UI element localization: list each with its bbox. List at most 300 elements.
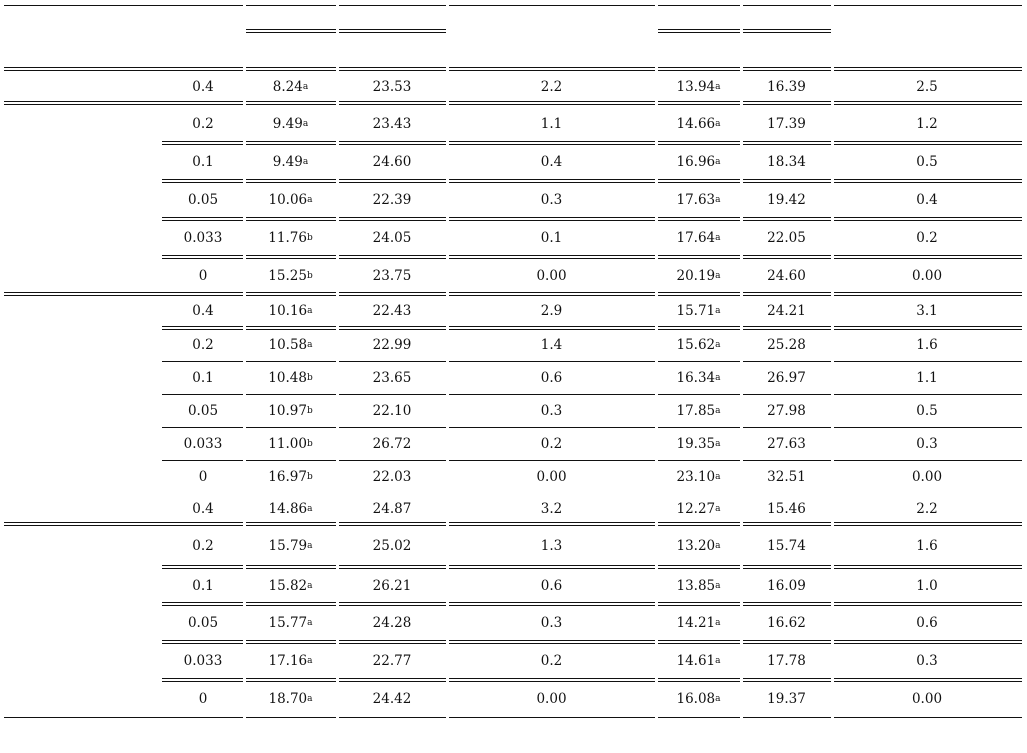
cell-value: 2.2 [540,79,563,95]
row-divider [162,427,1022,428]
cell-value: 19.42 [767,192,806,208]
cell-value: 0.00 [536,691,567,707]
cell-value: 22.10 [372,402,412,419]
row-divider [162,141,1022,142]
cell-value: 16.96 [676,154,716,170]
c-mle21-cell [741,427,832,460]
header-t-mle21 [337,33,447,69]
cell-value: 14.21 [676,615,716,631]
c-mle1-cell: 15.62 a [676,336,721,353]
cell-value: 0.5 [916,402,938,419]
cell-value: 15.62 [676,336,716,353]
conc-cell [162,181,244,219]
cell-value: 0.3 [916,653,938,669]
row-divider [162,361,1022,362]
cell-value: 16.08 [676,691,716,707]
group-underline [244,32,447,33]
cell-value: 18.70 [268,691,308,707]
cell-value: 2.2 [916,501,938,517]
fungus-label [4,524,162,718]
group-separator [4,104,1022,105]
cell-value: 0.6 [916,615,938,631]
cell-value: 0.2 [192,336,214,353]
cell-value: 0.4 [192,501,214,517]
cell-value: 0.00 [536,267,567,284]
cell-value: 0.4 [192,79,214,95]
row-divider [162,220,1022,221]
cell-value: 25.02 [372,537,412,554]
cell-value: 17.64 [676,230,716,246]
cell-value: 1.6 [916,537,938,554]
t-mle1-cell: 8.24 a [272,79,309,95]
t-mle21-cell [337,680,447,718]
row-divider [162,255,1022,256]
cell-value: 26.97 [767,369,806,386]
t-uptake-cell [447,104,656,143]
cell-value: 0.00 [911,267,943,284]
cell-value: 10.16 [268,303,308,319]
row-divider [162,217,1022,218]
c-mle21-cell [741,219,832,257]
header-decay-fungus [4,6,162,69]
column-gap [831,5,834,718]
cell-value: 15.71 [676,303,716,319]
row-divider [162,326,1022,327]
c-mle1-cell: 19.35 a [676,435,721,452]
t-uptake-cell [447,143,656,181]
conc-cell [162,680,244,718]
cell-value: 0.2 [540,435,563,452]
cell-value: 0.00 [911,691,943,707]
row-divider [162,640,1022,641]
cell-value: 25.28 [767,336,806,353]
cell-value: 0.033 [183,435,223,452]
row-divider [162,602,1022,603]
cell-value: 22.99 [372,336,412,353]
fungus-label [4,104,162,294]
t-uptake-cell [447,361,656,394]
cell-value: 1.3 [540,537,563,554]
cell-value: 22.43 [372,303,412,319]
cell-value: 24.87 [372,501,412,517]
header-c-preservative-uptake [832,6,1022,69]
column-gap [446,5,449,718]
cell-value: 14.66 [676,115,716,132]
t-mle1-cell: 15.79 a [268,537,313,554]
cell-value: 17.39 [767,115,806,132]
header-conc [162,6,244,69]
cell-value: 10.58 [268,336,308,353]
row-divider [162,643,1022,644]
t-uptake-cell [447,328,656,361]
c-mle1-cell: 12.27 a [676,501,721,517]
cell-value: 23.43 [372,115,412,132]
c-mle21-cell [741,257,832,294]
cell-value: 10.97 [268,402,307,419]
row-divider [162,681,1022,682]
fungus-label [4,294,162,524]
cell-value: 0.6 [540,369,563,386]
conc-cell [162,460,244,494]
cell-value: 0.00 [911,469,943,485]
t-uptake-cell [447,642,656,680]
c-uptake-cell [832,328,1022,361]
cell-value: 14.86 [268,501,308,517]
cell-value: 15.25 [268,267,307,284]
cell-value: 24.60 [372,154,412,170]
cell-value: 1.0 [916,577,938,594]
t-mle1-cell: 10.16 a [268,303,313,319]
c-mle21-cell [741,680,832,718]
row-divider [162,258,1022,259]
cell-value: 1.6 [916,336,938,353]
t-mle1-cell: 15.77 a [268,615,313,631]
conc-cell [162,70,244,104]
c-mle1-cell: 16.96 a [676,154,721,170]
cell-value: 22.77 [372,653,412,669]
c-uptake-cell [832,642,1022,680]
cell-value: 15.79 [268,537,308,554]
c-mle21-cell [741,294,832,328]
t-mle1-cell: 17.16 a [268,653,313,669]
cell-value: 0.3 [540,402,563,419]
cell-value: 9.49 [272,154,303,170]
cell-value: 0.4 [916,192,938,208]
t-mle1-cell: 10.58 a [268,336,313,353]
c-mle21-cell [741,567,832,604]
cell-value: 24.42 [372,691,412,707]
c-mle21-cell [741,104,832,143]
t-uptake-cell [447,219,656,257]
cell-value: 0.1 [192,154,214,170]
cell-value: 26.72 [372,435,412,452]
cell-value: 0.1 [192,369,214,386]
c-uptake-cell [832,680,1022,718]
t-mle1-cell: 9.49 a [272,115,309,132]
cell-value: 23.75 [372,267,412,284]
cell-value: 0.1 [540,230,563,246]
cell-value: 18.34 [767,154,806,170]
conc-cell [162,494,244,524]
cell-value: 16.97 [268,469,307,485]
t-mle1-cell: 10.48 b [268,369,313,386]
t-uptake-cell [447,460,656,494]
cell-value: 0.2 [192,115,214,132]
cell-value: 19.37 [767,691,806,707]
header-t-mle1 [244,33,337,69]
cell-value: 11.00 [268,435,307,452]
t-uptake-cell [447,524,656,567]
cell-value: 0.3 [916,435,938,452]
cell-value: 15.77 [268,615,308,631]
column-gap [740,5,743,718]
c-mle21-cell [741,604,832,642]
c-mle1-cell: 14.61 a [676,653,721,669]
cell-value: 0.05 [187,615,219,631]
conc-cell [162,394,244,427]
c-uptake-cell [832,427,1022,460]
header-c-mle21 [741,33,832,69]
cell-value: 0.6 [540,577,563,594]
cell-value: 19.35 [676,435,716,452]
c-mle1-cell: 15.71 a [676,303,721,319]
c-mle1-cell: 13.20 a [676,537,721,554]
cell-value: 0.00 [536,469,567,485]
t-mle1-cell: 15.82 a [268,577,313,594]
row-divider [162,525,1022,526]
c-mle21-cell [741,70,832,104]
conc-cell [162,427,244,460]
t-mle21-cell [337,219,447,257]
t-mle1-cell: 16.97 b [268,469,313,485]
cell-value: 17.85 [676,402,716,419]
row-divider [162,329,1022,330]
cell-value: 23.65 [372,369,412,386]
cell-value: 22.05 [767,230,806,246]
t-mle1-cell: 10.97 b [268,402,313,419]
t-uptake-cell [447,181,656,219]
header-t-preservative-uptake [447,6,656,69]
cell-value: 0.05 [187,402,219,419]
row-divider [162,394,1022,395]
cell-value: 24.60 [767,267,806,284]
cell-value: 0.1 [192,577,214,594]
cell-value: 24.05 [372,230,412,246]
t-mle21-cell [337,328,447,361]
t-uptake-cell [447,257,656,294]
cell-value: 17.63 [676,192,716,208]
conc-cell [162,294,244,328]
cell-value: 27.98 [767,402,806,419]
c-uptake-cell [832,604,1022,642]
t-uptake-cell [447,604,656,642]
t-mle21-cell [337,567,447,604]
cell-value: 16.39 [767,79,806,95]
t-mle21-cell [337,460,447,494]
conc-cell [162,642,244,680]
conc-cell [162,567,244,604]
c-uptake-cell [832,70,1022,104]
t-mle21-cell [337,642,447,680]
cell-value: 23.10 [676,469,716,485]
t-uptake-cell [447,680,656,718]
c-uptake-cell [832,219,1022,257]
row-divider [162,179,1022,180]
conc-cell [162,524,244,567]
group-underline [656,29,832,30]
t-uptake-cell [447,427,656,460]
c-uptake-cell [832,524,1022,567]
cell-value: 0.033 [183,653,223,669]
row-divider [162,144,1022,145]
t-mle21-cell [337,181,447,219]
cell-value: 16.34 [676,369,716,386]
cell-value: 14.61 [676,653,716,669]
c-mle1-cell: 17.64 a [676,230,721,246]
cell-value: 1.1 [540,115,563,132]
c-uptake-cell [832,104,1022,143]
c-uptake-cell [832,181,1022,219]
cell-value: 22.03 [372,469,412,485]
row-divider [162,522,1022,523]
t-uptake-cell [447,394,656,427]
t-uptake-cell [447,567,656,604]
cell-value: 0.2 [540,653,563,669]
c-mle1-cell: 13.94 a [676,79,721,95]
t-mle21-cell [337,257,447,294]
t-mle1-cell: 10.06 a [268,192,313,208]
t-mle21-cell [337,524,447,567]
c-mle1-cell: 23.10 a [676,469,721,485]
t-mle21-cell [337,604,447,642]
c-mle21-cell [741,328,832,361]
cell-value: 0 [198,267,208,284]
row-divider [162,568,1022,569]
group-underline [656,32,832,33]
column-gap [336,5,339,718]
cell-value: 0.2 [192,537,214,554]
t-mle1-cell: 15.25 b [268,267,313,284]
cell-value: 13.85 [676,577,716,594]
cell-value: 8.24 [272,79,303,95]
t-uptake-cell [447,294,656,328]
header-bottom-rule [4,67,1022,68]
group-separator [4,292,1022,293]
cell-value: 15.46 [767,501,806,517]
cell-value: 0 [198,691,208,707]
conc-cell [162,361,244,394]
cell-value: 0.05 [187,192,219,208]
cell-value: 16.09 [767,577,806,594]
t-mle1-cell: 11.00 b [268,435,313,452]
c-uptake-cell [832,567,1022,604]
c-mle1-cell: 16.08 a [676,691,721,707]
cell-value: 2.9 [540,303,563,319]
c-mle21-cell [741,642,832,680]
c-uptake-cell [832,143,1022,181]
cell-value: 17.16 [268,653,308,669]
row-divider [162,182,1022,183]
cell-value: 11.76 [268,230,307,246]
cell-value: 0.4 [192,303,214,319]
cell-value: 1.2 [916,115,938,132]
c-mle21-cell [741,181,832,219]
cell-value: 1.1 [916,369,938,386]
top-rule [4,5,1022,6]
conc-cell [162,104,244,143]
cell-value: 22.39 [372,192,412,208]
cell-value: 15.82 [268,577,308,594]
conc-cell [162,328,244,361]
cell-value: 23.53 [372,79,412,95]
c-mle1-cell: 16.34 a [676,369,721,386]
cell-value: 1.4 [540,336,563,353]
cell-value: 17.78 [767,653,806,669]
cell-value: 0.2 [916,230,938,246]
cell-value: 0 [198,469,208,485]
t-mle21-cell [337,104,447,143]
cell-value: 0.3 [540,615,563,631]
c-mle21-cell [741,494,832,524]
cell-value: 24.28 [372,615,412,631]
cell-value: 26.21 [372,577,412,594]
c-mle21-cell [741,524,832,567]
bottom-rule [4,717,1022,718]
row-divider [162,565,1022,566]
c-uptake-cell [832,394,1022,427]
row-divider [162,460,1022,461]
column-gap [655,5,658,718]
c-mle1-cell: 14.66 a [676,115,721,132]
c-mle21-cell [741,361,832,394]
t-mle1-cell: 14.86 a [268,501,313,517]
header-c-mle1 [656,33,741,69]
group-underline [244,29,447,30]
c-mle21-cell [741,460,832,494]
conc-cell [162,604,244,642]
cell-value: 15.74 [767,537,806,554]
conc-cell [162,257,244,294]
c-uptake-cell [832,257,1022,294]
group-separator [4,101,1022,102]
row-divider [162,605,1022,606]
cell-value: 12.27 [676,501,716,517]
c-mle21-cell [741,143,832,181]
cell-value: 3.1 [916,303,938,319]
c-mle1-cell: 20.19 a [676,267,721,284]
conc-cell [162,143,244,181]
t-mle1-cell: 18.70 a [268,691,313,707]
cell-value: 16.62 [767,615,806,631]
t-uptake-cell [447,494,656,524]
t-mle21-cell [337,294,447,328]
cell-value: 2.5 [916,79,938,95]
t-mle21-cell [337,143,447,181]
t-mle1-cell: 9.49 a [272,154,309,170]
c-mle1-cell: 14.21 a [676,615,721,631]
c-uptake-cell [832,460,1022,494]
t-mle21-cell [337,427,447,460]
cell-value: 13.20 [676,537,716,554]
c-uptake-cell [832,294,1022,328]
t-uptake-cell [447,70,656,104]
t-mle21-cell [337,394,447,427]
cell-value: 13.94 [676,79,716,95]
cell-value: 27.63 [767,435,806,452]
cell-value: 20.19 [676,267,716,284]
cell-value: 24.21 [767,303,806,319]
header-bottom-rule [4,70,1022,71]
cell-value: 10.06 [268,192,308,208]
c-mle1-cell: 17.63 a [676,192,721,208]
t-mle1-cell: 11.76 b [268,230,313,246]
cell-value: 3.2 [540,501,563,517]
t-mle21-cell [337,70,447,104]
cell-value: 9.49 [272,115,303,132]
c-uptake-cell [832,361,1022,394]
row-divider [162,678,1022,679]
c-mle1-cell: 13.85 a [676,577,721,594]
t-mle21-cell [337,361,447,394]
cell-value: 10.48 [268,369,307,386]
column-gap [243,5,246,718]
conc-cell [162,219,244,257]
c-mle1-cell: 17.85 a [676,402,721,419]
c-uptake-cell [832,494,1022,524]
cell-value: 0.033 [183,230,223,246]
c-mle21-cell [741,394,832,427]
group-separator [4,295,1022,296]
